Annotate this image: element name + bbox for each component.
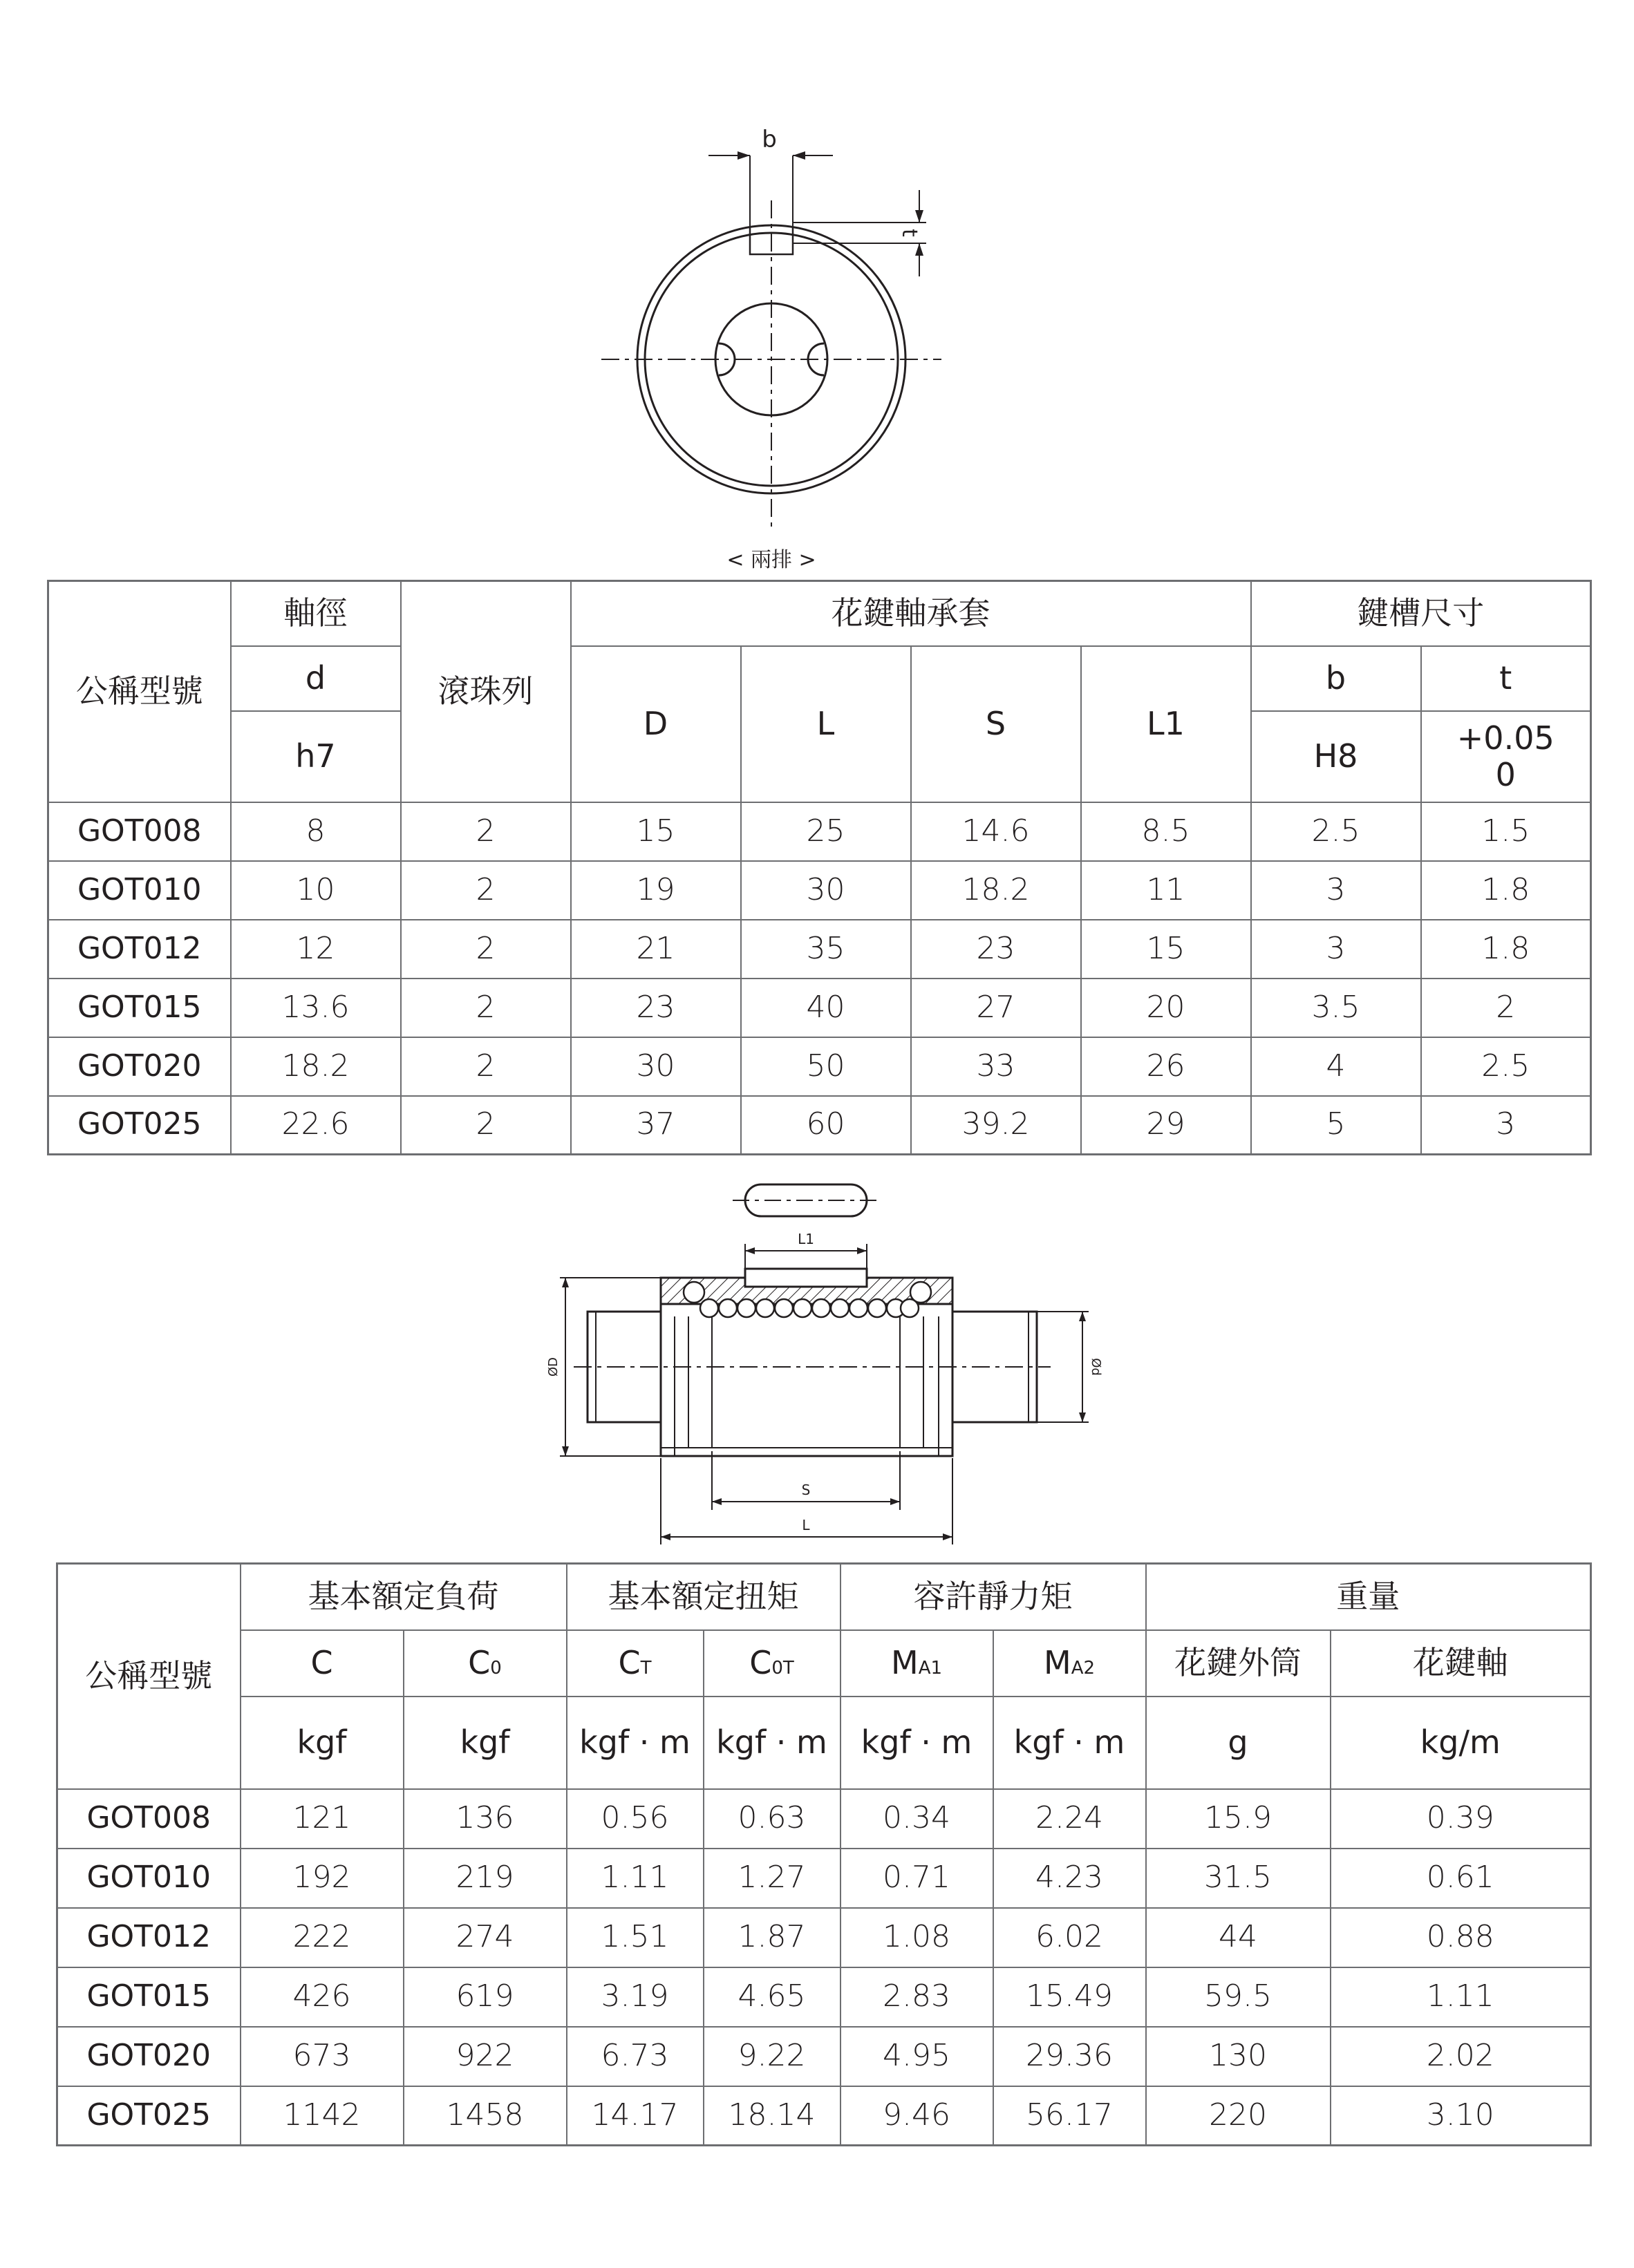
cell-MA2: 29.36 — [993, 2027, 1146, 2086]
cell-d: 13.6 — [231, 979, 401, 1037]
cell-MA1: 0.34 — [841, 1789, 993, 1849]
cell-shaft: 3.10 — [1331, 2086, 1591, 2146]
cell-C0T: 0.63 — [704, 1789, 841, 1849]
cell-C: 192 — [241, 1849, 404, 1908]
cell-shaft: 0.88 — [1331, 1908, 1591, 1967]
cell-sleeve: 44 — [1146, 1908, 1331, 1967]
cell-L: 50 — [741, 1037, 911, 1096]
cell-C0: 274 — [404, 1908, 567, 1967]
cell-L: 40 — [741, 979, 911, 1037]
b-arrow-left — [738, 151, 750, 160]
cell-shaft: 1.11 — [1331, 1967, 1591, 2027]
cell-d: 22.6 — [231, 1096, 401, 1155]
cell-CT: 6.73 — [567, 2027, 704, 2086]
cell-model: GOT010 — [48, 861, 231, 920]
header-C: C — [241, 1630, 404, 1697]
table-row — [57, 2027, 1591, 2086]
cell-C0T: 4.65 — [704, 1967, 841, 2027]
cell-d: 12 — [231, 920, 401, 979]
figure-caption: < 兩排 > — [726, 548, 816, 572]
header-MA2 — [993, 1630, 1146, 1697]
cell-C0T: 18.14 — [704, 2086, 841, 2146]
unit-MA1: kgf · m — [841, 1697, 993, 1789]
unit-MA2: kgf · m — [993, 1697, 1146, 1789]
header-MA1 — [841, 1630, 993, 1697]
header-spline-bearing: 花鍵軸承套 — [571, 581, 1251, 646]
table-row — [48, 920, 1591, 979]
table-row — [57, 1967, 1591, 2027]
cell-D: 15 — [571, 802, 741, 861]
ma1-main: M — [890, 1644, 919, 1682]
cell-b: 5 — [1251, 1096, 1421, 1155]
cell-S: 33 — [911, 1037, 1081, 1096]
header-L: L — [741, 646, 911, 802]
cell-D: 21 — [571, 920, 741, 979]
header-D: D — [571, 646, 741, 802]
l1-label: L1 — [798, 1231, 814, 1247]
table-row — [48, 1037, 1591, 1096]
cell-t: 2 — [1421, 979, 1591, 1037]
cell-L: 25 — [741, 802, 911, 861]
cell-C: 426 — [241, 1967, 404, 2027]
cell-C: 1142 — [241, 2086, 404, 2146]
tolerance-lower: 0 — [1495, 755, 1516, 793]
unit-CT: kgf · m — [567, 1697, 704, 1789]
cell-D: 30 — [571, 1037, 741, 1096]
cell-model: GOT015 — [57, 1967, 241, 2027]
cell-MA2: 56.17 — [993, 2086, 1146, 2146]
cell-shaft: 2.02 — [1331, 2027, 1591, 2086]
table-row — [57, 1789, 1591, 1849]
header-b: b — [1251, 646, 1421, 711]
cell-S: 39.2 — [911, 1096, 1081, 1155]
cell-model: GOT015 — [48, 979, 231, 1037]
cell-S: 14.6 — [911, 802, 1081, 861]
cell-t: 3 — [1421, 1096, 1591, 1155]
unit-C: kgf — [241, 1697, 404, 1789]
cell-C0T: 1.27 — [704, 1849, 841, 1908]
header-weight: 重量 — [1146, 1564, 1591, 1630]
table-row — [48, 1096, 1591, 1155]
c0t-main: C — [749, 1644, 772, 1682]
spline-sleeve — [661, 1269, 952, 1456]
ct-sub: T — [640, 1658, 652, 1679]
header-spline-shaft: 花鍵軸 — [1331, 1630, 1591, 1697]
header-C0 — [404, 1630, 567, 1697]
cell-rows: 2 — [401, 861, 571, 920]
table-row — [48, 979, 1591, 1037]
header-L1: L1 — [1081, 646, 1251, 802]
cell-model: GOT020 — [48, 1037, 231, 1096]
cell-rows: 2 — [401, 979, 571, 1037]
cell-C: 121 — [241, 1789, 404, 1849]
cell-C0T: 9.22 — [704, 2027, 841, 2086]
cell-t: 1.8 — [1421, 920, 1591, 979]
cell-shaft: 0.39 — [1331, 1789, 1591, 1849]
header-CT — [567, 1630, 704, 1697]
cell-MA2: 15.49 — [993, 1967, 1146, 2027]
header-model: 公稱型號 — [48, 581, 231, 802]
b-arrow-right — [793, 151, 805, 160]
cell-d: 18.2 — [231, 1037, 401, 1096]
cell-C0T: 1.87 — [704, 1908, 841, 1967]
unit-sleeve: g — [1146, 1697, 1331, 1789]
cell-L: 30 — [741, 861, 911, 920]
cell-sleeve: 59.5 — [1146, 1967, 1331, 2027]
t-label: t — [897, 229, 921, 237]
ma2-sub: A2 — [1071, 1658, 1096, 1679]
cell-sleeve: 130 — [1146, 2027, 1331, 2086]
t-arrow-top — [915, 210, 923, 223]
cell-CT: 0.56 — [567, 1789, 704, 1849]
cell-CT: 1.11 — [567, 1849, 704, 1908]
cell-MA1: 0.71 — [841, 1849, 993, 1908]
cell-D: 19 — [571, 861, 741, 920]
d-label: Ød — [1089, 1358, 1103, 1376]
cell-C0: 136 — [404, 1789, 567, 1849]
cell-rows: 2 — [401, 802, 571, 861]
cell-L1: 26 — [1081, 1037, 1251, 1096]
table-row — [48, 802, 1591, 861]
l-label: L — [802, 1517, 810, 1533]
cell-model: GOT012 — [57, 1908, 241, 1967]
cell-model: GOT008 — [48, 802, 231, 861]
dimension-table — [47, 580, 1592, 1155]
header-S: S — [911, 646, 1081, 802]
header-H8: H8 — [1251, 711, 1421, 802]
cell-model: GOT010 — [57, 1849, 241, 1908]
c0-sub: 0 — [490, 1658, 502, 1679]
cell-C0: 219 — [404, 1849, 567, 1908]
cell-L1: 29 — [1081, 1096, 1251, 1155]
side-view-drawing — [0, 1161, 1634, 1555]
cell-sleeve: 220 — [1146, 2086, 1331, 2146]
cell-d: 8 — [231, 802, 401, 861]
cell-S: 18.2 — [911, 861, 1081, 920]
cell-MA2: 6.02 — [993, 1908, 1146, 1967]
cell-shaft: 0.61 — [1331, 1849, 1591, 1908]
header-outer-sleeve: 花鍵外筒 — [1146, 1630, 1331, 1697]
cell-L: 60 — [741, 1096, 911, 1155]
cell-MA2: 4.23 — [993, 1849, 1146, 1908]
cell-L: 35 — [741, 920, 911, 979]
header-t: t — [1421, 646, 1591, 711]
cell-b: 2.5 — [1251, 802, 1421, 861]
cell-C: 673 — [241, 2027, 404, 2086]
cell-model: GOT020 — [57, 2027, 241, 2086]
cell-b: 3 — [1251, 861, 1421, 920]
cell-MA2: 2.24 — [993, 1789, 1146, 1849]
c0-main: C — [468, 1644, 491, 1682]
cell-L1: 20 — [1081, 979, 1251, 1037]
b-label: b — [762, 126, 777, 153]
header-C0T — [704, 1630, 841, 1697]
cell-rows: 2 — [401, 1037, 571, 1096]
cell-model: GOT012 — [48, 920, 231, 979]
cell-CT: 14.17 — [567, 2086, 704, 2146]
tolerance-upper: +0.05 — [1456, 719, 1555, 757]
cell-rows: 2 — [401, 1096, 571, 1155]
cell-MA1: 9.46 — [841, 2086, 993, 2146]
header-static-moment: 容許靜力矩 — [841, 1564, 1146, 1630]
cell-S: 27 — [911, 979, 1081, 1037]
cell-model: GOT025 — [57, 2086, 241, 2146]
cell-D: 37 — [571, 1096, 741, 1155]
cell-MA1: 1.08 — [841, 1908, 993, 1967]
table-row — [48, 861, 1591, 920]
cell-C0: 619 — [404, 1967, 567, 2027]
cell-S: 23 — [911, 920, 1081, 979]
cell-model: GOT008 — [57, 1789, 241, 1849]
cell-MA1: 2.83 — [841, 1967, 993, 2027]
cell-t: 2.5 — [1421, 1037, 1591, 1096]
load-table — [56, 1562, 1592, 2146]
header-ball-rows: 滾珠列 — [401, 581, 571, 802]
table-row — [57, 2086, 1591, 2146]
cell-rows: 2 — [401, 920, 571, 979]
cell-d: 10 — [231, 861, 401, 920]
ma1-sub: A1 — [918, 1658, 943, 1679]
header-shaft-diameter: 軸徑 — [231, 581, 401, 646]
header-basic-torque: 基本額定扭矩 — [567, 1564, 841, 1630]
cell-CT: 3.19 — [567, 1967, 704, 2027]
cell-t: 1.8 — [1421, 861, 1591, 920]
od-label: ØD — [546, 1357, 561, 1377]
header-t-tolerance — [1421, 711, 1591, 802]
cell-b: 4 — [1251, 1037, 1421, 1096]
s-label: S — [801, 1482, 811, 1498]
cell-L1: 8.5 — [1081, 802, 1251, 861]
cell-CT: 1.51 — [567, 1908, 704, 1967]
cell-sleeve: 31.5 — [1146, 1849, 1331, 1908]
cell-D: 23 — [571, 979, 741, 1037]
cell-L1: 15 — [1081, 920, 1251, 979]
header-d: d — [231, 646, 401, 711]
ct-main: C — [618, 1644, 641, 1682]
header-basic-load: 基本額定負荷 — [241, 1564, 567, 1630]
cell-sleeve: 15.9 — [1146, 1789, 1331, 1849]
header-keyway: 鍵槽尺寸 — [1251, 581, 1591, 646]
cell-MA1: 4.95 — [841, 2027, 993, 2086]
cell-b: 3.5 — [1251, 979, 1421, 1037]
table-row — [57, 1908, 1591, 1967]
cell-t: 1.5 — [1421, 802, 1591, 861]
unit-C0: kgf — [404, 1697, 567, 1789]
header-model: 公稱型號 — [57, 1564, 241, 1789]
unit-C0T: kgf · m — [704, 1697, 841, 1789]
header-h7: h7 — [231, 711, 401, 802]
ma2-main: M — [1043, 1644, 1071, 1682]
cell-L1: 11 — [1081, 861, 1251, 920]
t-arrow-bottom — [915, 243, 923, 256]
cell-C0: 922 — [404, 2027, 567, 2086]
cell-C: 222 — [241, 1908, 404, 1967]
end-view-drawing — [0, 117, 1634, 580]
cell-b: 3 — [1251, 920, 1421, 979]
table-row — [57, 1849, 1591, 1908]
cell-C0: 1458 — [404, 2086, 567, 2146]
c0t-sub: 0T — [771, 1658, 794, 1679]
unit-shaft: kg/m — [1331, 1697, 1591, 1789]
cell-model: GOT025 — [48, 1096, 231, 1155]
